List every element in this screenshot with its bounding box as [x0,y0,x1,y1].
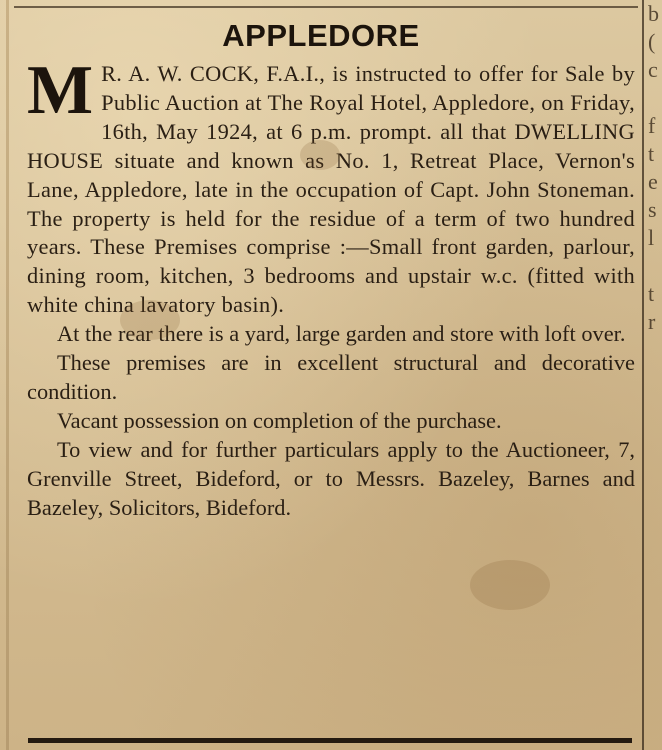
paper-stain [300,140,340,170]
paragraph-3: These premises are in excellent structural and decorative condition. [27,350,635,404]
bottom-rule [28,738,632,743]
adjacent-column-fragment [648,252,662,280]
article-body [27,52,635,523]
adjacent-column-fragment [648,588,662,616]
adjacent-column-fragment [648,336,662,364]
adjacent-column-fragment: c [648,57,658,82]
paper-stain [470,560,550,610]
adjacent-column-fragment: t [648,281,655,306]
adjacent-column [648,0,662,750]
adjacent-column-fragment [648,476,662,504]
paragraph-1-text: R. A. W. COCK, F.A.I., is instructed to offer for Sale by Public Auction at The Royal Hotel, Appledore, on Friday, 16th, May 1924, at 6 p.m. prompt. all that DWELLING HOUSE situate and known as No. 1, Retreat Place, Vernon's Lane, Appledore, late in the occupation of Capt. John Stoneman. The property is held for the residue of a term of two hundred years. These Premises comprise :—Small front garden, parlour, dining room, kitchen, 3 bedrooms and upstair w.c. (fitted with white china lavatory basin). [27,61,635,318]
adjacent-column-fragment [648,448,662,476]
adjacent-column-fragment [648,560,662,588]
adjacent-column-fragment: ( [648,29,656,54]
adjacent-column-fragment [648,364,662,392]
headline: APPLEDORE [222,18,420,53]
paper-edge [6,0,9,750]
adjacent-column-fragment [648,532,662,560]
adjacent-column-fragment: f [648,113,656,138]
adjacent-column-fragment: b [648,1,659,26]
top-rule [14,6,638,8]
adjacent-column-fragment [648,672,662,700]
paragraph-1 [27,52,635,320]
adjacent-column-fragment [648,616,662,644]
paper-stain [120,300,180,340]
adjacent-column-fragment [648,504,662,532]
paragraph-2: At the rear there is a yard, large garden and store with loft over. [57,321,626,347]
adjacent-column-fragment [648,392,662,420]
adjacent-column-fragment: s [648,197,657,222]
adjacent-column-fragment: t [648,141,655,166]
adjacent-column-fragment: r [648,309,656,334]
adjacent-column-fragment [648,644,662,672]
column-rule [642,0,644,750]
adjacent-column-fragment [648,84,662,112]
paragraph-4: Vacant possession on completion of the purchase. [57,407,502,433]
adjacent-column-fragment [648,420,662,448]
adjacent-column-fragment: e [648,169,658,194]
paragraph-5: To view and for further particulars apply to the Auctioneer, 7, Grenville Street, Bideford, or to Messrs. Bazeley, Barnes and Bazeley, Solicitors, Bideford. [27,436,635,520]
dropcap: M [27,52,94,129]
adjacent-column-fragment: l [648,225,655,250]
